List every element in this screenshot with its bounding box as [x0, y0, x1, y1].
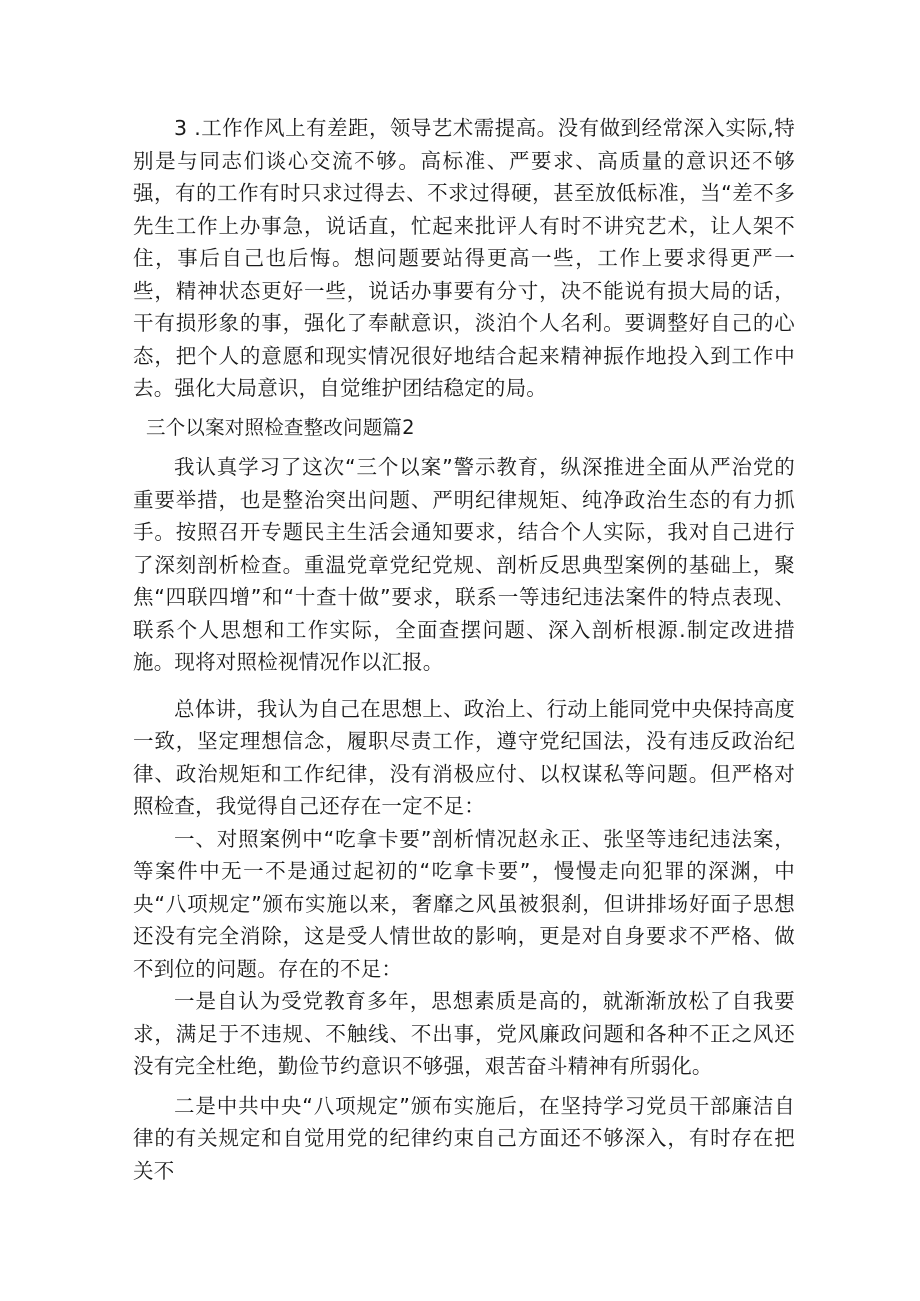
paragraph-point-one: 一是自认为受党教育多年，思想素质是高的，就渐渐放松了自我要求，满足于不违规、不触线、不出事，党风廉政问题和各种不正之风还没有完全杜绝，勤俭节约意识不够强，艰苦奋斗精神有所弱化。 — [133, 989, 795, 1078]
document-page — [133, 112, 795, 1187]
paragraph-case-analysis: 一、对照案例中“吃拿卡要”剖析情况赵永正、张坚等违纪违法案，等案件中无一不是通过起初的“吃拿卡要”，慢慢走向犯罪的深渊，中央“八项规定”颁布实施以来，奢靡之风虽被狠刹，但讲排场好面子思想还没有完全消除，这是受人情世故的影响，更是对自身要求不严格、做不到位的问题。存在的不足： — [133, 826, 795, 981]
paragraph-point-two: 二是中共中央“八项规定”颁布实施后，在坚持学习党员干部廉洁自律的有关规定和自觉用党的纪律约束自己方面还不够深入，有时存在把关不 — [133, 1093, 795, 1183]
paragraph-overall: 总体讲，我认为自己在思想上、政治上、行动上能同党中央保持高度一致，坚定理想信念，履职尽责工作，遵守党纪国法，没有违反政治纪律、政治规矩和工作纪律，没有消极应付、以权谋私等问题。但严格对照检查，我觉得自己还存在一定不足： — [133, 696, 795, 818]
paragraph-study-intro: 我认真学习了这次“三个以案”警示教育，纵深推进全面从严治党的重要举措，也是整治突出问题、严明纪律规矩、纯净政治生态的有力抓手。按照召开专题民主生活会通知要求，结合个人实际，我对自己进行了深刻剖析检查。重温党章党纪党规、剖析反思典型案例的基础上，聚焦“四联四增”和“十查十做”要求，联系一等违纪违法案件的特点表现、联系个人思想和工作实际，全面查摆问题、深入剖析根源.制定改进措施。现将对照检视情况作以汇报。 — [133, 455, 795, 674]
paragraph-work-style: 3 .工作作风上有差距，领导艺术需提高。没有做到经常深入实际,特别是与同志们谈心交流不够。高标准、严要求、高质量的意识还不够强，有的工作有时只求过得去、不求过得硬，甚至放低标准，当“差不多先生工作上办事急，说话直，忙起来批评人有时不讲究艺术，让人架不住，事后自己也后悔。想问题要站得更高一些，工作上要求得更严一些，精神状态更好一些，说话办事要有分寸，决不能说有损大局的话，干有损形象的事，强化了奉献意识，淡泊个人名利。要调整好自己的心态，把个人的意愿和现实情况很好地结合起来精神振作地投入到工作中去。强化大局意识，自觉维护团结稳定的局。 — [133, 116, 795, 400]
section-heading: 三个以案对照检查整改问题篇2 — [146, 415, 415, 439]
